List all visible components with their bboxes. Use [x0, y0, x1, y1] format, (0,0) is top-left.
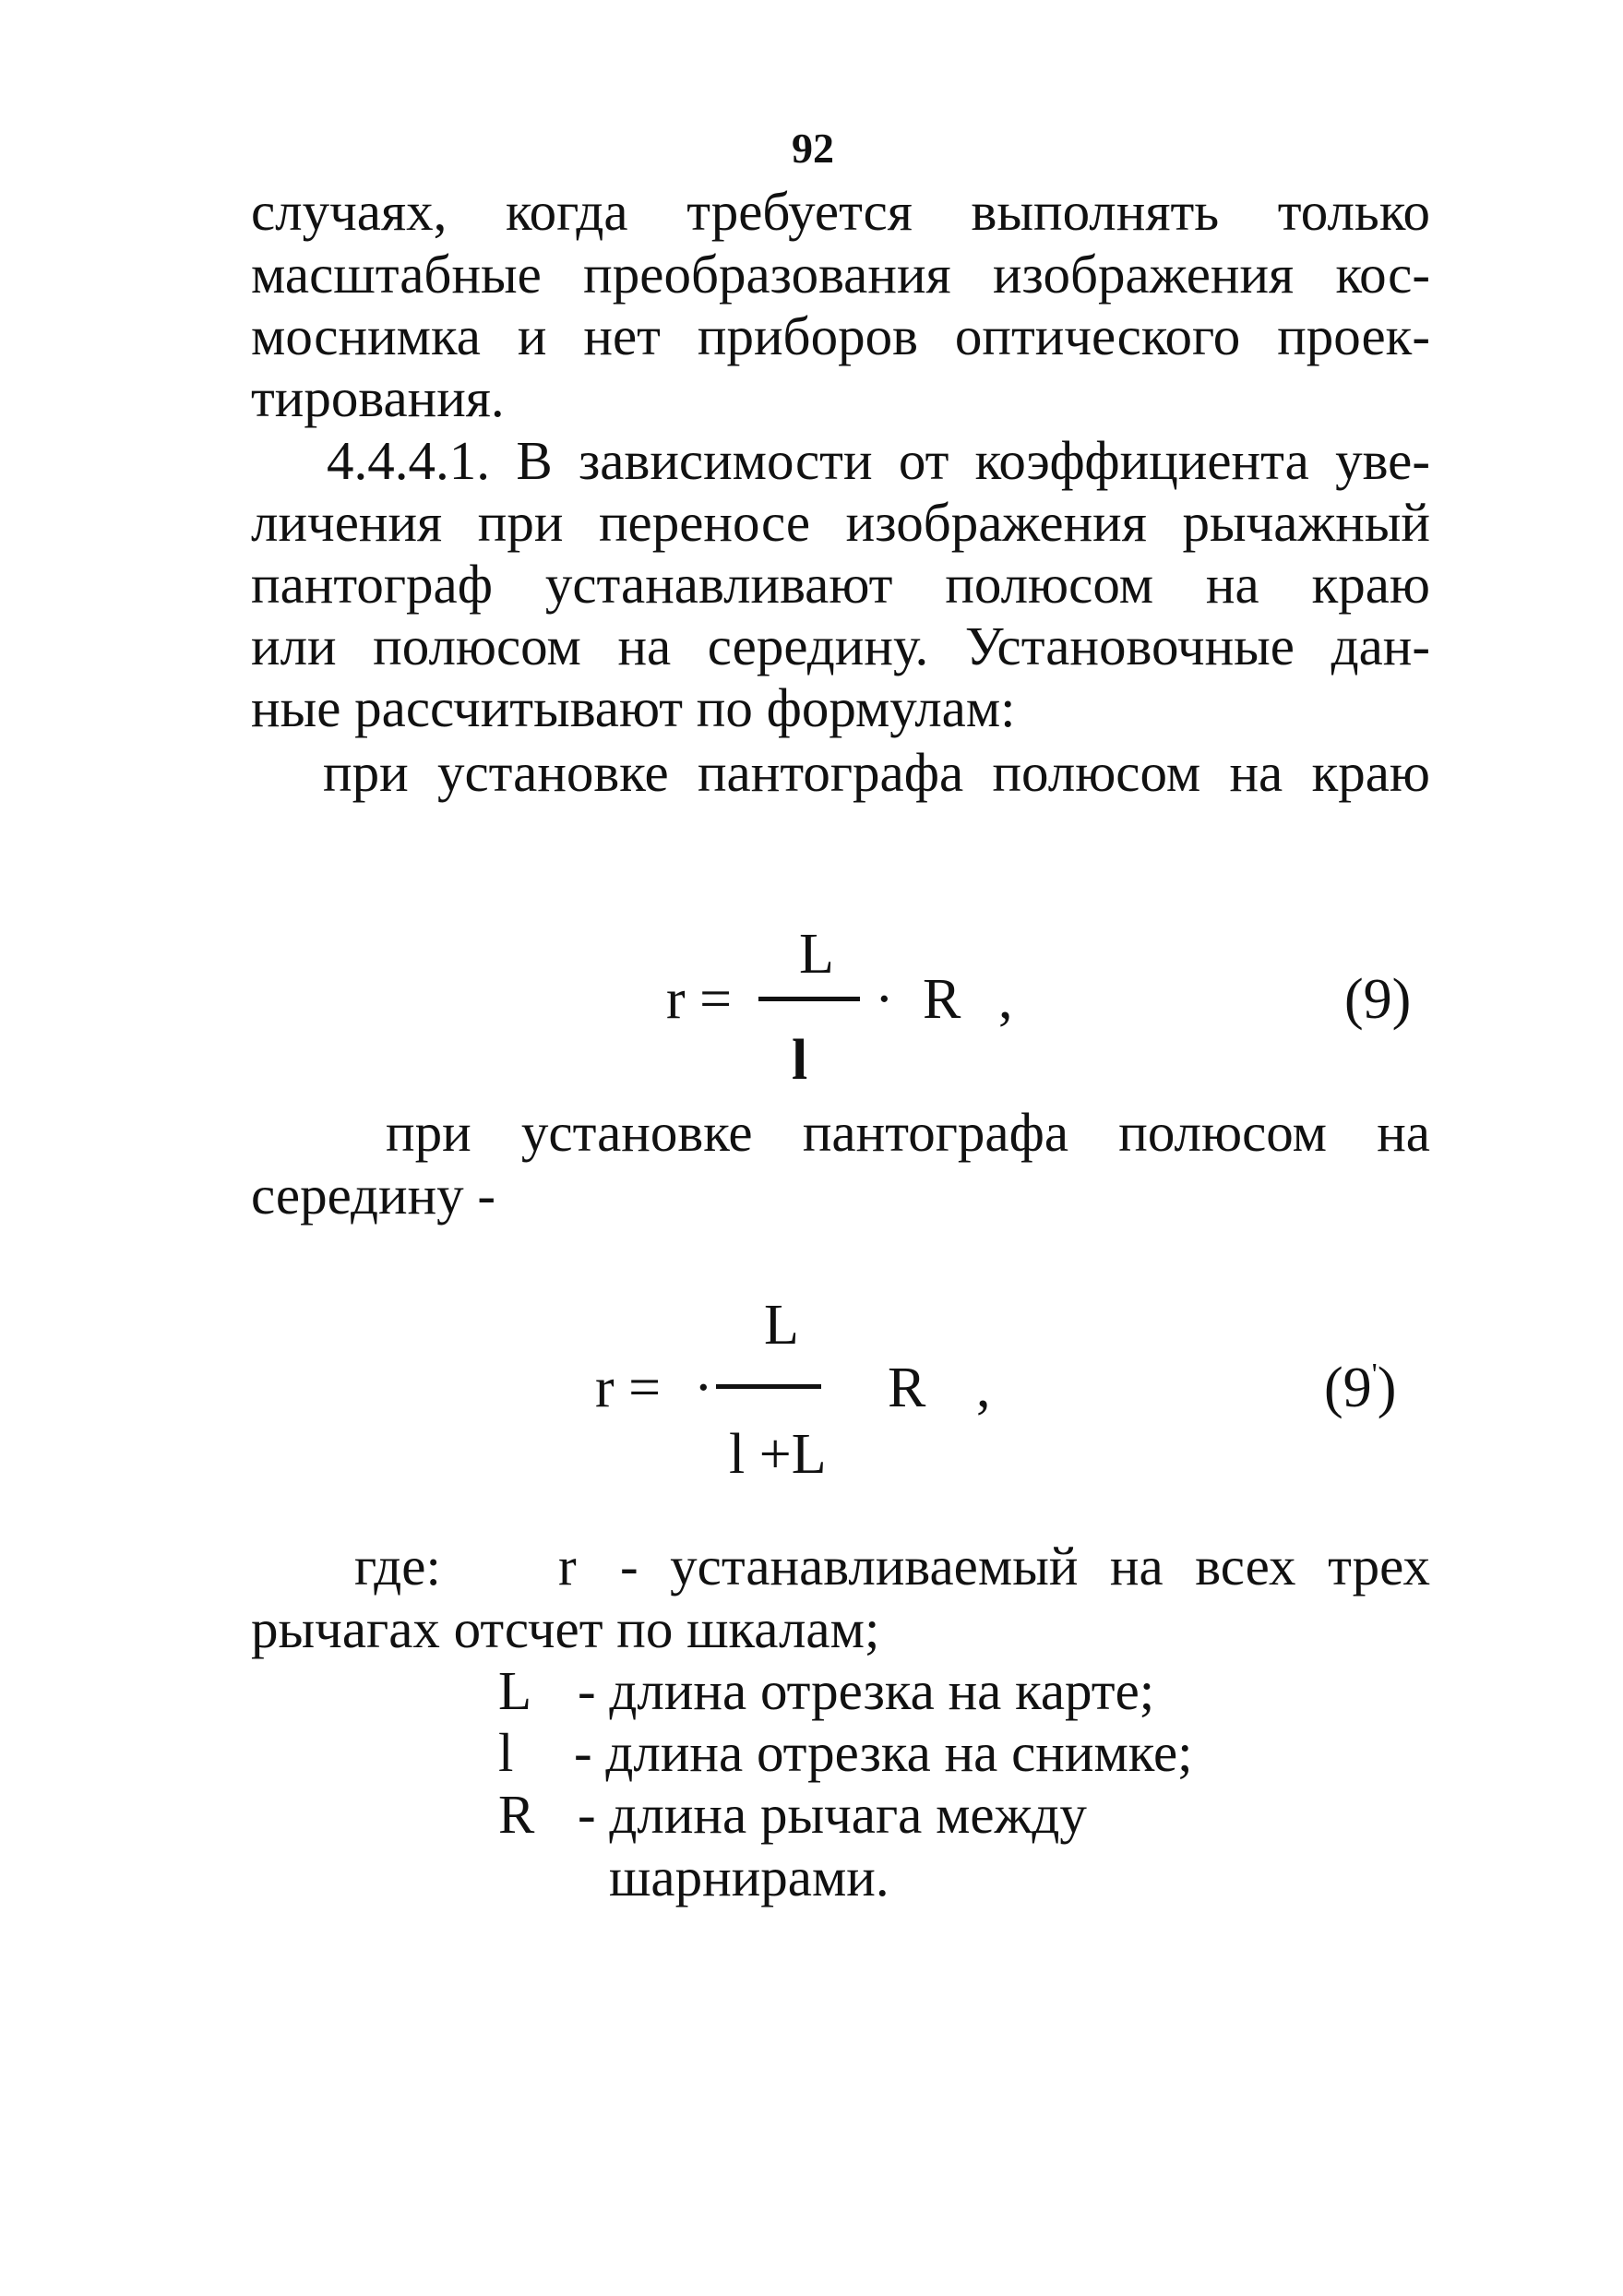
formula-label — [1324, 1359, 1396, 1417]
page-number: 92 — [792, 125, 834, 172]
paragraph-line: масштабные преобразования изображения кос- — [251, 244, 1430, 305]
formula-lhs: r = — [666, 968, 733, 1031]
paragraph-line: пантограф устанавливают полюсом на краю — [251, 554, 1430, 615]
formula-lhs: r = — [595, 1357, 662, 1419]
where-label: где: — [354, 1536, 441, 1596]
legend-symbol: L — [498, 1660, 532, 1721]
legend-text: - длина рычага между — [578, 1784, 1087, 1845]
paragraph-line: случаях, когда требуется выполнять только — [251, 181, 1430, 242]
fraction-bar — [758, 997, 860, 1001]
formula-label: (9) — [1344, 968, 1412, 1031]
legend-continuation: шарнирами. — [609, 1847, 889, 1907]
formula-label-base: (9 — [1324, 1357, 1372, 1419]
edge-intro: при установке пантографа полюсом на краю — [323, 742, 1430, 803]
paragraph-line: тирования. — [251, 367, 505, 428]
legend-symbol: R — [498, 1784, 535, 1845]
fraction-bar — [716, 1384, 821, 1389]
formula-comma: , — [976, 1357, 991, 1419]
paragraph-line: или полюсом на середину. Установочные дан- — [251, 616, 1430, 676]
legend-symbol: l — [498, 1722, 514, 1783]
multiply-dot: · — [875, 968, 894, 1031]
middle-intro-line: середину - — [251, 1165, 496, 1226]
paragraph-line: личения при переносе изображения рычажный — [251, 492, 1430, 553]
paragraph-line: моснимка и нет приборов оптического проек- — [251, 305, 1430, 366]
legend-continuation: рычагах отсчет по шкалам; — [251, 1598, 880, 1659]
formula-denominator: l +L — [729, 1423, 827, 1486]
legend-text: - длина отрезка на снимке; — [574, 1722, 1193, 1783]
multiply-dot: · — [694, 1357, 713, 1419]
formula-label-prime: ' — [1371, 1357, 1378, 1393]
formula-numerator: L — [799, 923, 834, 986]
formula-factor: R — [923, 968, 961, 1031]
formula-numerator: L — [764, 1294, 799, 1357]
formula-factor: R — [888, 1357, 926, 1419]
formula-denominator: l — [792, 1029, 808, 1092]
legend-symbol: r — [558, 1536, 577, 1596]
formula-label-close: ) — [1377, 1357, 1397, 1419]
paragraph-line: ные рассчитывают по формулам: — [251, 677, 1016, 738]
legend-text: - длина отрезка на карте; — [578, 1660, 1155, 1721]
legend-text: - устанавливаемый на всех трех — [620, 1536, 1430, 1596]
formula-comma: , — [998, 968, 1013, 1031]
paragraph-line: 4.4.4.1. В зависимости от коэффициента уве- — [327, 430, 1430, 491]
middle-intro-line: при установке пантографа полюсом на — [386, 1102, 1430, 1163]
